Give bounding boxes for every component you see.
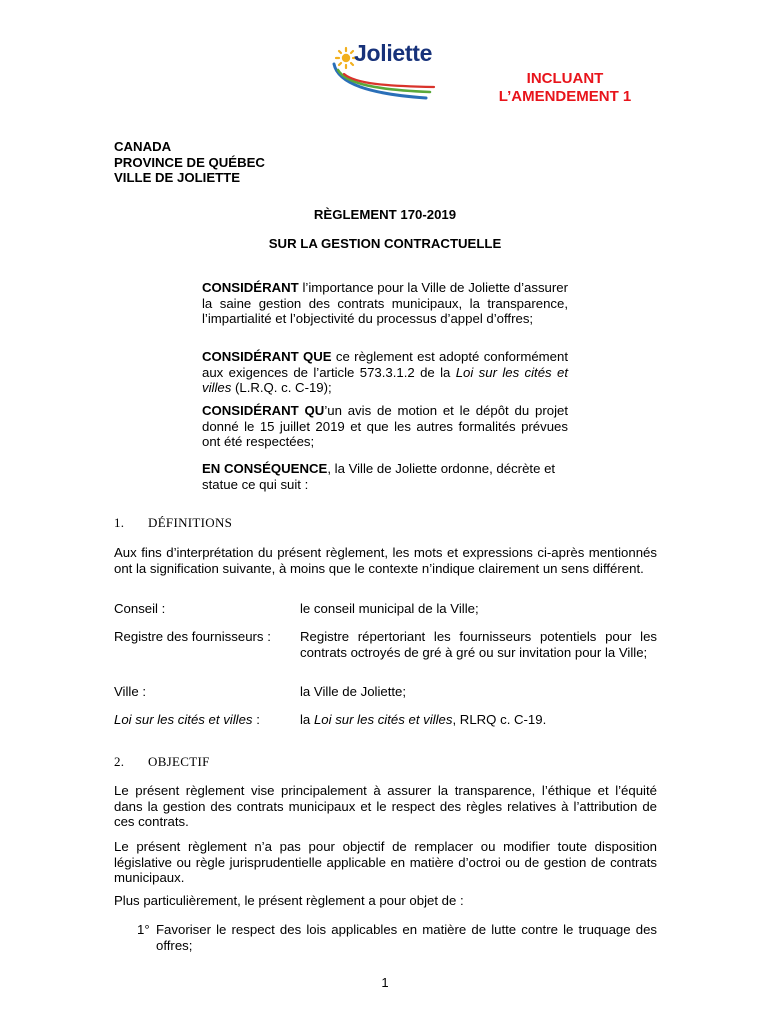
section-2-paragraph-1: Le présent règlement vise principalement à assurer la transparence, l’éthique et l’équité dans la gestion des contrats municipaux et le respect des règles relatives à l’attribution de ces contrats. xyxy=(114,783,657,829)
preamble-lead-4: EN CONSÉQUENCE xyxy=(202,461,328,476)
section-1-number: 1. xyxy=(114,515,125,530)
preamble-lead-1: CONSIDÉRANT xyxy=(202,280,299,295)
section-2-paragraph-3: Plus particulièrement, le présent règlement a pour objet de : xyxy=(114,893,464,908)
preamble-lead-3: CONSIDÉRANT QU xyxy=(202,403,325,418)
preamble-text-2a: ce règlement est adopté conformément aux exigences de l’article 573.3.1.2 de la xyxy=(202,349,568,380)
preamble-text-4: , la Ville de Joliette ordonne, décrète et statue ce qui suit : xyxy=(202,461,556,492)
section-2-number: 2. xyxy=(114,754,125,769)
amendment-line1: INCLUANT xyxy=(526,70,604,87)
address-city: VILLE DE JOLIETTE xyxy=(114,170,241,185)
amendment-line2: L’AMENDEMENT 1 xyxy=(498,88,632,105)
page-number: 1 xyxy=(381,975,389,990)
definition-term-loi xyxy=(114,712,260,728)
swoosh-icon xyxy=(334,64,434,98)
definition-text-conseil: le conseil municipal de la Ville; xyxy=(300,601,479,616)
amendment-notice xyxy=(480,70,650,106)
definition-text-loi-name: Loi sur les cités et villes xyxy=(313,712,453,727)
list-item-text: Favoriser le respect des lois applicables en matière de lutte contre le truquage des offres; xyxy=(156,922,657,953)
definition-text-loi-a: la xyxy=(300,712,314,727)
rule-title: RÈGLEMENT 170-2019 xyxy=(313,207,457,222)
preamble-paragraph-3 xyxy=(202,403,568,450)
list-item-marker: 1° xyxy=(137,922,150,937)
definition-text-loi xyxy=(300,712,657,728)
preamble-paragraph-4 xyxy=(202,461,568,492)
definition-text-ville: la Ville de Joliette; xyxy=(300,684,407,699)
address-block xyxy=(114,139,265,186)
definition-term-ville: Ville : xyxy=(114,684,147,699)
rule-subject: SUR LA GESTION CONTRACTUELLE xyxy=(268,236,502,251)
section-1-heading: DÉFINITIONS xyxy=(148,515,233,530)
definition-term-loi-name: Loi sur les cités et villes xyxy=(114,712,253,727)
preamble-paragraph-1 xyxy=(202,280,568,327)
definition-term-registre: Registre des fournisseurs : xyxy=(114,629,271,644)
preamble-text-3: ’un avis de motion et le dépôt du projet donné le 15 juillet 2019 et que les autres formalités prévues ont été respectées; xyxy=(202,403,568,449)
preamble-lead-2: CONSIDÉRANT QUE xyxy=(202,349,332,364)
logo-wordmark: Joliette xyxy=(354,40,433,66)
definition-text-registre: Registre répertoriant les fournisseurs potentiels pour les contrats octroyés de gré à gré ou sur invitation pour la Ville; xyxy=(300,629,657,660)
address-country: CANADA xyxy=(114,139,172,154)
preamble-law-name: Loi sur les cités et villes xyxy=(202,364,568,395)
section-1-intro: Aux fins d’interprétation du présent règlement, les mots et expressions ci-après mentionnés ont la signification suivante, à moins que le contexte n’indique clairement un sens différent. xyxy=(114,545,657,576)
definition-text-loi-b: , RLRQ c. C-19. xyxy=(452,712,547,727)
section-2-paragraph-2: Le présent règlement n’a pas pour objectif de remplacer ou modifier toute disposition législative ou règle jurisprudentielle applicable en matière d’octroi ou de gestion de contrats municipaux. xyxy=(114,839,657,885)
address-province: PROVINCE DE QUÉBEC xyxy=(114,154,265,170)
definition-term-loi-colon: : xyxy=(252,712,260,727)
section-2-heading: OBJECTIF xyxy=(148,754,210,769)
preamble-text-1: l’importance pour la Ville de Joliette d’assurer la saine gestion des contrats municipaux, la transparence, l’impartialité et l’objectivité du processus d’appel d’offres; xyxy=(202,280,568,326)
preamble-text-2b: (L.R.Q. c. C-19); xyxy=(231,380,332,395)
definition-term-conseil: Conseil : xyxy=(114,601,166,616)
sun-icon xyxy=(336,48,356,68)
preamble-paragraph-2 xyxy=(202,349,568,396)
